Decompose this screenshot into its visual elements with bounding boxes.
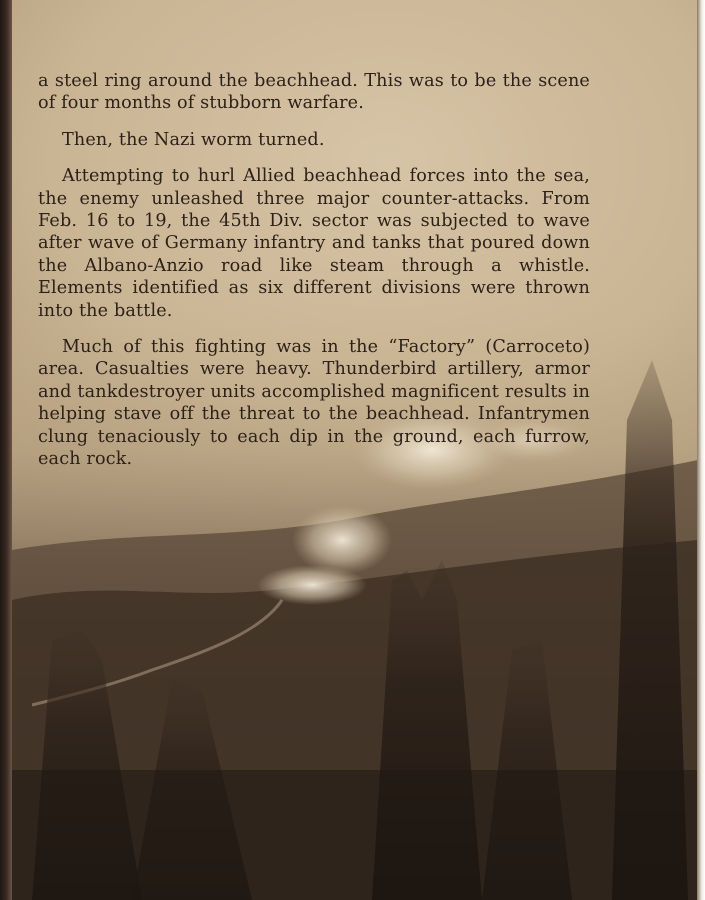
paragraph-1: a steel ring around the beachhead. This was to be the scene of four months of stubborn warfare. xyxy=(38,71,590,114)
paragraph-4: Much of this fighting was in the “Factory” (Carroceto) area. Casualties were heavy. Thunderbird artillery, armor and tankdestroyer units accomplished magnificent results in helping stave off the threat to the beachhead. Infantrymen clung tenaciously to each dip in the ground, each furrow, each rock. xyxy=(38,337,590,470)
photo-smoke-middle xyxy=(292,505,392,575)
paragraph-3: Attempting to hurl Allied beachhead forces into the sea, the enemy unleashed three major counter-attacks. From Feb. 16 to 19, the 45th Div. sector was subjected to wave after wave of Germany infantry and tanks that poured down the Albano-Anzio road like steam through a whistle. Elements identified as six different divisions were thrown into the battle. xyxy=(38,166,590,321)
page-binding-edge xyxy=(0,0,12,900)
page-right-edge xyxy=(697,0,705,900)
photo-smoke-lower xyxy=(257,565,367,605)
page-body-text xyxy=(38,70,590,471)
paragraph-2: Then, the Nazi worm turned. xyxy=(62,129,325,150)
photo-foreground-shadow xyxy=(12,770,698,900)
